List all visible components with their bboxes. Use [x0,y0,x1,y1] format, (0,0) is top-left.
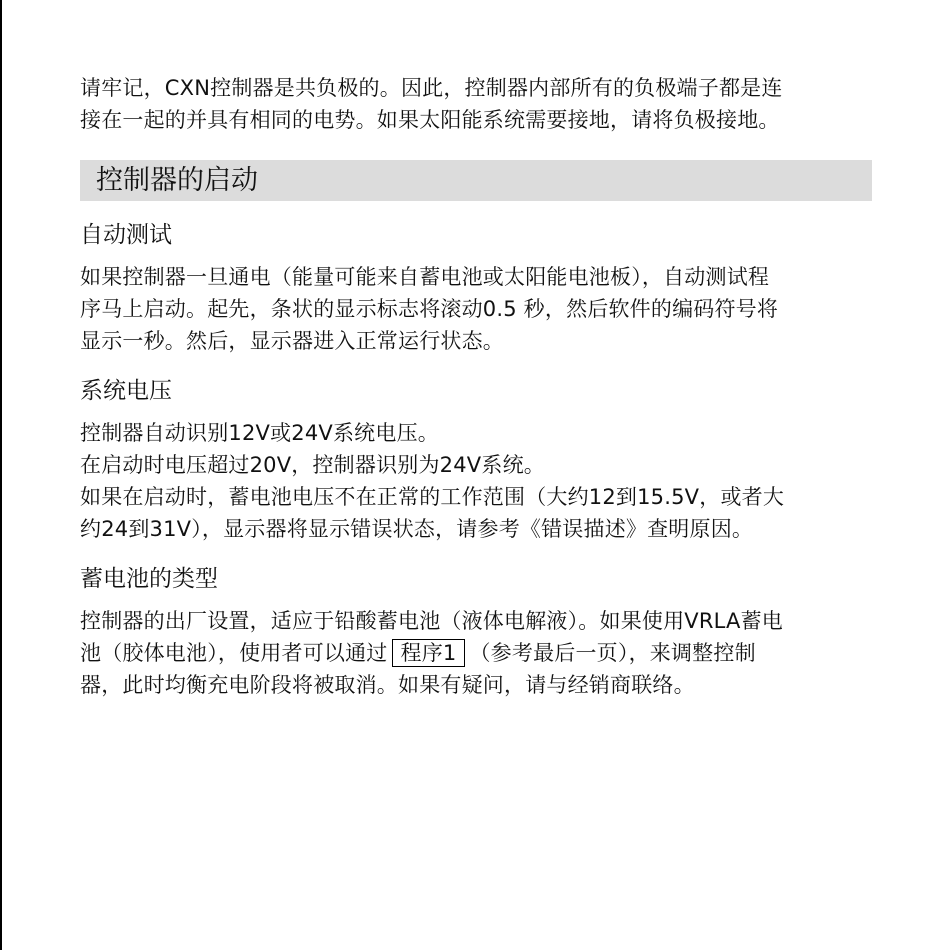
section-title-bar [80,160,872,201]
self-test-line-2: 序马上启动。起先，条状的显示标志将滚动0.5 秒，然后软件的编码符号将 [80,297,779,321]
self-test-heading: 自动测试 [80,222,172,248]
self-test-line-1: 如果控制器一旦通电（能量可能来自蓄电池或太阳能电池板），自动测试程 [80,265,770,289]
battery-type-line-2-start: 池（胶体电池），使用者可以通过 [80,641,388,665]
battery-type-line-3: 器，此时均衡充电阶段将被取消。如果有疑问，请与经销商联络。 [80,673,695,697]
program-1-box: 程序1 [392,639,466,667]
battery-type-paragraph [80,605,872,701]
intro-line-1: 请牢记，CXN控制器是共负极的。因此，控制器内部所有的负极端子都是连 [80,76,783,100]
battery-type-line-2 [80,637,872,669]
intro-paragraph [80,72,872,136]
intro-line-2: 接在一起的并具有相同的电势。如果太阳能系统需要接地，请将负极接地。 [80,108,780,132]
document-page [80,72,872,701]
system-voltage-paragraph [80,417,872,545]
battery-type-line-2-end: （参考最后一页），来调整控制 [469,641,756,665]
battery-type-heading: 蓄电池的类型 [80,566,218,592]
system-voltage-line-2: 在启动时电压超过20V，控制器识别为24V系统。 [80,453,545,477]
self-test-paragraph [80,261,872,357]
battery-type-line-1: 控制器的出厂设置，适应于铅酸蓄电池（液体电解液）。如果使用VRLA蓄电 [80,609,784,633]
section-title: 控制器的启动 [96,165,258,196]
system-voltage-line-1: 控制器自动识别12V或24V系统电压。 [80,421,439,445]
self-test-line-3: 显示一秒。然后，显示器进入正常运行状态。 [80,329,504,353]
system-voltage-heading: 系统电压 [80,378,172,404]
page-left-border [0,0,2,950]
system-voltage-line-4: 约24到31V），显示器将显示错误状态，请参考《错误描述》查明原因。 [80,517,754,541]
system-voltage-line-3: 如果在启动时，蓄电池电压不在正常的工作范围（大约12到15.5V，或者大 [80,485,785,509]
